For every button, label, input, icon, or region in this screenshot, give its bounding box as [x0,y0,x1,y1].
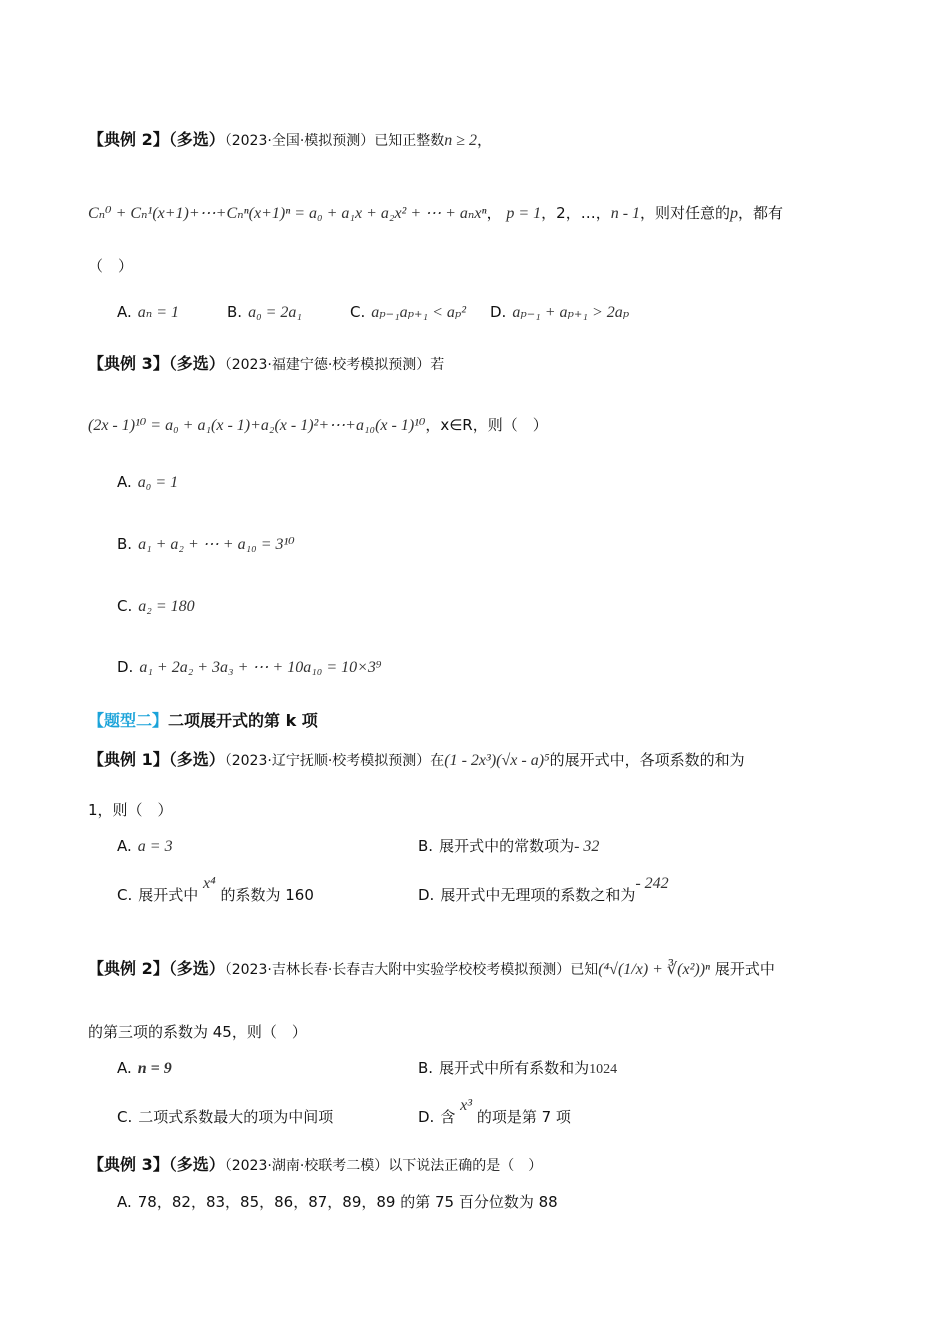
formula: (⁴√(1/x) + ∛(x²))ⁿ [598,961,711,978]
option-value: a₀ = 2a₁ [248,304,302,321]
punct: ， [486,204,502,222]
option-label: D. [490,303,507,321]
multi-select-label: （多选） [168,750,225,769]
option-value: a₀ = 1 [137,474,179,491]
option-text: 展开式中无理项的系数之和为 [440,886,636,904]
condition: n ≥ 2 [444,132,478,149]
formula: (2x - 1)¹⁰ = a₀ + a₁(x - 1)+a₂(x - 1)²+⋯+a₁₀(x - 1)¹⁰ [88,417,426,434]
option-b [418,836,599,857]
option-c [117,875,314,906]
text: ，2，…， [541,204,611,222]
option-label: C. [117,597,133,615]
multi-select-label: （多选） [168,959,225,978]
option-c [350,302,466,323]
example-tag: 【典例 2】 [88,130,169,149]
option-label: C. [117,886,133,904]
option-a [117,1192,558,1212]
source: （2023·吉林长春·长春吉大附中实验学校校考模拟预测）已知 [224,962,599,978]
option-value: aₚ₋₁aₚ₊₁ < aₚ² [371,304,467,321]
option-b [418,1058,617,1080]
s2-example-2-heading [88,959,775,980]
option-label: C. [350,303,366,321]
option-value: a₁ + a₂ + ⋯ + a₁₀ = 3¹⁰ [138,536,295,553]
source: （2023·辽宁抚顺·校考模拟预测）在 [224,753,445,769]
option-label: B. [418,837,434,855]
source: （2023·全国·模拟预测）已知正整数 [224,133,445,149]
option-text: 含 [440,1108,456,1126]
option-value: 1024 [589,1062,618,1077]
option-c [117,1107,333,1127]
p-value: p = 1 [506,205,542,222]
text: 展开式中 [714,960,775,978]
option-d [418,875,669,906]
section-title: 二项展开式的第 k 项 [168,711,318,730]
example-tag: 【典例 1】 [88,750,169,769]
multi-select-label: （多选） [168,1155,225,1174]
source: （2023·湖南·校联考二模）以下说法正确的是（ ） [224,1158,543,1174]
section-heading [88,711,318,731]
option-text: 的系数为 160 [220,886,314,904]
option-label: A. [117,1059,132,1077]
punct: ， [477,131,493,149]
option-b [227,302,302,323]
condition: ，x∈R，则（ ） [425,416,548,434]
option-label: B. [117,535,133,553]
n-minus-1: n - 1 [610,205,641,222]
option-value: a₂ = 180 [138,598,195,615]
option-label: A. [117,473,132,491]
example-2-heading [88,130,492,151]
option-text: 展开式中 [138,886,199,904]
section-tag: 【题型二】 [88,711,169,730]
s2-example-3-heading [88,1155,542,1176]
option-text: 展开式中的常数项为 [439,837,575,855]
p-var: p [730,205,739,222]
multi-select-label: （多选） [168,354,225,373]
option-label: B. [418,1059,434,1077]
option-label: C. [117,1108,133,1126]
multi-select-label: （多选） [168,130,225,149]
question-continuation: 1，则（ ） [88,801,173,819]
text: ，则对任意的 [640,204,731,222]
option-b [117,534,295,555]
option-text: 二项式系数最大的项为中间项 [138,1108,334,1126]
example-tag: 【典例 3】 [88,354,169,373]
option-value: aₙ = 1 [137,304,180,321]
option-d [490,302,629,323]
option-d [418,1097,571,1128]
example-2-formula-line [88,203,783,224]
option-value: - 242 [635,875,669,892]
option-value: aₚ₋₁ + aₚ₊₁ > 2aₚ [512,304,630,321]
option-text: 展开式中所有系数和为 [439,1059,590,1077]
formula: (1 - 2x³)(√x - a)⁵ [444,752,550,769]
option-value: x⁴ [203,875,216,892]
option-value: n = 9 [137,1060,172,1077]
answer-blank: （ ） [88,257,134,275]
option-a [117,472,178,493]
source: （2023·福建宁德·校考模拟预测）若 [224,357,445,373]
option-d [117,657,381,678]
option-label: D. [418,1108,435,1126]
option-a [117,1058,172,1079]
option-value: a = 3 [137,838,173,855]
option-a [117,302,179,323]
example-tag: 【典例 3】 [88,1155,169,1174]
option-value: x³ [460,1097,473,1114]
option-label: D. [418,886,435,904]
option-value: - 32 [574,838,600,855]
text: ，都有 [738,204,784,222]
option-a [117,836,173,857]
formula: Cₙ⁰ + Cₙ¹(x+1)+⋯+Cₙⁿ(x+1)ⁿ = a₀ + a₁x + a₂x² + ⋯ + aₙxⁿ [88,205,487,222]
option-c [117,596,195,617]
option-label: B. [227,303,243,321]
question-continuation: 的第三项的系数为 45，则（ ） [88,1023,307,1041]
option-label: A. [117,303,132,321]
s2-example-1-heading [88,750,745,771]
option-label: A. [117,1193,132,1211]
text: 的展开式中，各项系数的和为 [549,751,745,769]
example-3-formula-line [88,415,548,436]
example-3-heading [88,354,444,375]
option-value: a₁ + 2a₂ + 3a₃ + ⋯ + 10a₁₀ = 10×3⁹ [139,659,382,676]
option-text: 78，82，83，85，86，87，89，89 的第 75 百分位数为 88 [137,1193,558,1211]
option-text: 的项是第 7 项 [476,1108,571,1126]
option-label: A. [117,837,132,855]
option-label: D. [117,658,134,676]
example-tag: 【典例 2】 [88,959,169,978]
